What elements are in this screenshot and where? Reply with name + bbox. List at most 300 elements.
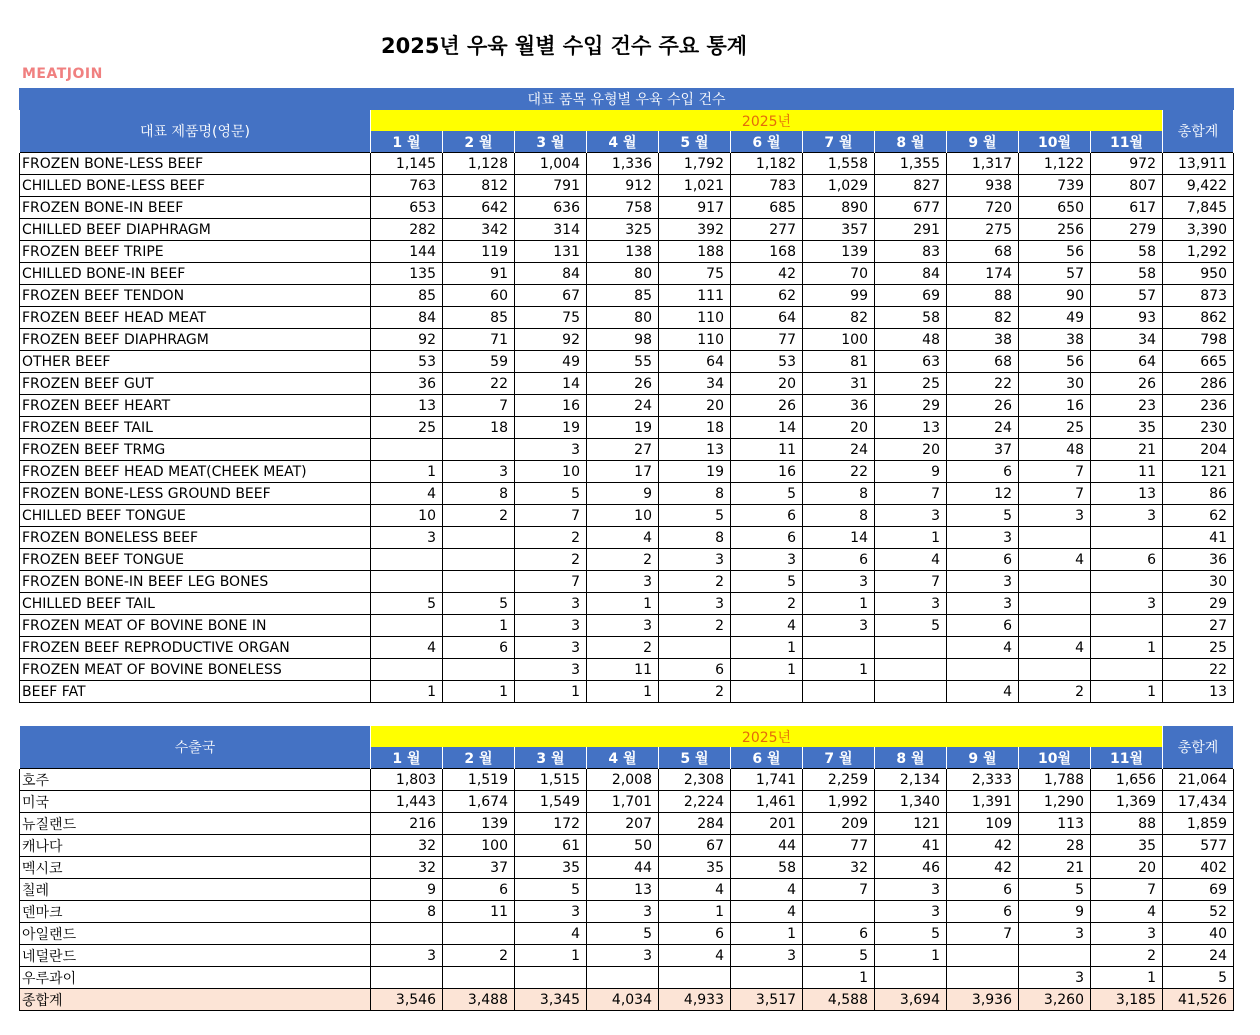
row-label: 멕시코: [20, 857, 371, 879]
cell-value: 13: [1091, 483, 1163, 505]
row-total: 86: [1163, 483, 1234, 505]
table-row: [20, 395, 1234, 417]
table-row: [20, 505, 1234, 527]
cell-value: 1: [731, 923, 803, 945]
cell-value: 1,182: [731, 153, 803, 175]
cell-value: 24: [587, 395, 659, 417]
row-total: 873: [1163, 285, 1234, 307]
cell-value: 37: [947, 439, 1019, 461]
cell-value: 6: [659, 659, 731, 681]
table-row: [20, 593, 1234, 615]
cell-value: 275: [947, 219, 1019, 241]
cell-value: 6: [947, 901, 1019, 923]
month-header: 3 월: [515, 747, 587, 769]
month-header: 8 월: [875, 747, 947, 769]
cell-value: 4: [659, 945, 731, 967]
cell-value: 31: [803, 373, 875, 395]
grand-total-value: 3,488: [443, 989, 515, 1011]
cell-value: 4: [659, 879, 731, 901]
cell-value: [371, 967, 443, 989]
month-header: 6 월: [731, 131, 803, 153]
cell-value: 1,461: [731, 791, 803, 813]
month-header: 5 월: [659, 747, 731, 769]
month-header: 4 월: [587, 131, 659, 153]
cell-value: 14: [731, 417, 803, 439]
row-label: FROZEN BEEF TONGUE: [20, 549, 371, 571]
cell-value: 22: [443, 373, 515, 395]
cell-value: 5: [587, 923, 659, 945]
cell-value: 23: [1091, 395, 1163, 417]
cell-value: [731, 967, 803, 989]
cell-value: 68: [947, 351, 1019, 373]
cell-value: [1019, 593, 1091, 615]
cell-value: [1019, 945, 1091, 967]
row-label: 덴마크: [20, 901, 371, 923]
cell-value: 7: [515, 505, 587, 527]
row-total: 9,422: [1163, 175, 1234, 197]
country-table-body: [20, 769, 1234, 1011]
cell-value: 2: [659, 571, 731, 593]
table-row: [20, 439, 1234, 461]
cell-value: 2: [659, 681, 731, 703]
grand-total-value: 4,588: [803, 989, 875, 1011]
cell-value: 5: [731, 571, 803, 593]
cell-value: 57: [1019, 263, 1091, 285]
row-total: 798: [1163, 329, 1234, 351]
cell-value: 1,355: [875, 153, 947, 175]
page-title: 2025년 우육 월별 수입 건수 주요 통계: [380, 34, 748, 58]
cell-value: [515, 967, 587, 989]
cell-value: 284: [659, 813, 731, 835]
cell-value: 109: [947, 813, 1019, 835]
product-name-header: 대표 제품명(영문): [20, 110, 371, 153]
cell-value: 37: [443, 857, 515, 879]
cell-value: 201: [731, 813, 803, 835]
cell-value: 58: [731, 857, 803, 879]
cell-value: 58: [1091, 241, 1163, 263]
month-header: 10월: [1019, 131, 1091, 153]
grand-total-row: [20, 989, 1234, 1011]
table-row: [20, 879, 1234, 901]
cell-value: 291: [875, 219, 947, 241]
cell-value: 3: [1091, 923, 1163, 945]
cell-value: 9: [875, 461, 947, 483]
cell-value: 10: [587, 505, 659, 527]
cell-value: 3: [515, 439, 587, 461]
cell-value: 1: [1091, 637, 1163, 659]
cell-value: 84: [371, 307, 443, 329]
cell-value: 6: [803, 923, 875, 945]
cell-value: 10: [371, 505, 443, 527]
table-row: [20, 219, 1234, 241]
cell-value: 653: [371, 197, 443, 219]
cell-value: 19: [659, 461, 731, 483]
cell-value: 53: [371, 351, 443, 373]
cell-value: 85: [587, 285, 659, 307]
row-label: 호주: [20, 769, 371, 791]
row-label: CHILLED BEEF DIAPHRAGM: [20, 219, 371, 241]
cell-value: 11: [731, 439, 803, 461]
row-total: 665: [1163, 351, 1234, 373]
cell-value: 144: [371, 241, 443, 263]
cell-value: 18: [443, 417, 515, 439]
cell-value: 7: [1019, 483, 1091, 505]
cell-value: 791: [515, 175, 587, 197]
cell-value: 36: [371, 373, 443, 395]
row-total: 5: [1163, 967, 1234, 989]
row-total: 62: [1163, 505, 1234, 527]
month-header: 1 월: [371, 747, 443, 769]
cell-value: 3: [1019, 967, 1091, 989]
row-label: FROZEN BONE-LESS BEEF: [20, 153, 371, 175]
cell-value: 17: [587, 461, 659, 483]
cell-value: 56: [1019, 241, 1091, 263]
total-header: 총합계: [1163, 110, 1234, 153]
cell-value: 3: [515, 659, 587, 681]
cell-value: 63: [875, 351, 947, 373]
cell-value: 69: [875, 285, 947, 307]
cell-value: 890: [803, 197, 875, 219]
grand-total-value: 3,936: [947, 989, 1019, 1011]
cell-value: 91: [443, 263, 515, 285]
row-total: 121: [1163, 461, 1234, 483]
row-total: 862: [1163, 307, 1234, 329]
table-row: [20, 945, 1234, 967]
table-row: [20, 527, 1234, 549]
cell-value: 1: [443, 615, 515, 637]
cell-value: 24: [947, 417, 1019, 439]
cell-value: 64: [1091, 351, 1163, 373]
cell-value: 26: [1091, 373, 1163, 395]
cell-value: 88: [1091, 813, 1163, 835]
cell-value: 5: [731, 483, 803, 505]
cell-value: 5: [803, 945, 875, 967]
cell-value: 2: [443, 945, 515, 967]
cell-value: 3: [1019, 923, 1091, 945]
cell-value: 92: [515, 329, 587, 351]
cell-value: 4: [371, 483, 443, 505]
table-row: [20, 197, 1234, 219]
cell-value: [947, 659, 1019, 681]
row-label: FROZEN BONELESS BEEF: [20, 527, 371, 549]
cell-value: 6: [659, 923, 731, 945]
cell-value: 1: [1091, 967, 1163, 989]
cell-value: 8: [803, 505, 875, 527]
cell-value: [443, 439, 515, 461]
cell-value: 48: [1019, 439, 1091, 461]
cell-value: 38: [947, 329, 1019, 351]
cell-value: 209: [803, 813, 875, 835]
cell-value: 5: [875, 923, 947, 945]
cell-value: 11: [1091, 461, 1163, 483]
month-header: 11월: [1091, 747, 1163, 769]
cell-value: 11: [443, 901, 515, 923]
cell-value: 3: [947, 571, 1019, 593]
cell-value: 6: [947, 461, 1019, 483]
cell-value: [659, 637, 731, 659]
cell-value: 1,803: [371, 769, 443, 791]
row-total: 13: [1163, 681, 1234, 703]
cell-value: 13: [875, 417, 947, 439]
cell-value: 20: [659, 395, 731, 417]
cell-value: [371, 571, 443, 593]
cell-value: 36: [803, 395, 875, 417]
cell-value: 1,317: [947, 153, 1019, 175]
grand-total-value: 4,034: [587, 989, 659, 1011]
row-label: 아일랜드: [20, 923, 371, 945]
cell-value: 6: [1091, 549, 1163, 571]
table-row: [20, 659, 1234, 681]
cell-value: 972: [1091, 153, 1163, 175]
cell-value: 279: [1091, 219, 1163, 241]
cell-value: 80: [587, 307, 659, 329]
product-table-band-title: 대표 품목 유형별 우육 수입 건수: [20, 89, 1234, 110]
cell-value: 20: [803, 417, 875, 439]
cell-value: 5: [515, 879, 587, 901]
cell-value: 71: [443, 329, 515, 351]
row-label: FROZEN MEAT OF BOVINE BONELESS: [20, 659, 371, 681]
month-header: 6 월: [731, 747, 803, 769]
cell-value: 20: [731, 373, 803, 395]
cell-value: 6: [731, 527, 803, 549]
cell-value: 3: [659, 593, 731, 615]
cell-value: 4: [587, 527, 659, 549]
cell-value: 1: [515, 681, 587, 703]
cell-value: 3: [731, 549, 803, 571]
cell-value: 2: [587, 637, 659, 659]
cell-value: 8: [803, 483, 875, 505]
cell-value: 5: [1019, 879, 1091, 901]
cell-value: 3: [875, 879, 947, 901]
table-row: [20, 329, 1234, 351]
country-name-header: 수출국: [20, 726, 371, 769]
cell-value: 85: [443, 307, 515, 329]
cell-value: 57: [1091, 285, 1163, 307]
table-row: [20, 417, 1234, 439]
cell-value: 812: [443, 175, 515, 197]
row-label: FROZEN BEEF TRIPE: [20, 241, 371, 263]
cell-value: 82: [803, 307, 875, 329]
cell-value: 64: [659, 351, 731, 373]
cell-value: 1: [515, 945, 587, 967]
table-row: [20, 549, 1234, 571]
cell-value: 277: [731, 219, 803, 241]
cell-value: 60: [443, 285, 515, 307]
cell-value: 18: [659, 417, 731, 439]
cell-value: 64: [731, 307, 803, 329]
cell-value: 119: [443, 241, 515, 263]
table-row: [20, 285, 1234, 307]
cell-value: 13: [587, 879, 659, 901]
row-total: 7,845: [1163, 197, 1234, 219]
cell-value: 56: [1019, 351, 1091, 373]
grand-total-value: 3,546: [371, 989, 443, 1011]
row-total: 69: [1163, 879, 1234, 901]
cell-value: 83: [875, 241, 947, 263]
cell-value: 3: [875, 593, 947, 615]
cell-value: 135: [371, 263, 443, 285]
cell-value: 6: [443, 879, 515, 901]
cell-value: [947, 945, 1019, 967]
cell-value: 2,134: [875, 769, 947, 791]
cell-value: [1091, 615, 1163, 637]
cell-value: 22: [803, 461, 875, 483]
total-header: 총합계: [1163, 726, 1234, 769]
cell-value: 617: [1091, 197, 1163, 219]
cell-value: 7: [515, 571, 587, 593]
row-label: FROZEN BEEF HEART: [20, 395, 371, 417]
month-header: 7 월: [803, 747, 875, 769]
cell-value: 807: [1091, 175, 1163, 197]
cell-value: 25: [875, 373, 947, 395]
cell-value: 6: [947, 879, 1019, 901]
cell-value: 34: [1091, 329, 1163, 351]
cell-value: 1,336: [587, 153, 659, 175]
cell-value: 763: [371, 175, 443, 197]
cell-value: [875, 659, 947, 681]
cell-value: 25: [371, 417, 443, 439]
cell-value: 16: [515, 395, 587, 417]
cell-value: 2: [1091, 945, 1163, 967]
year-header: 2025년: [371, 726, 1163, 747]
cell-value: 32: [371, 857, 443, 879]
row-total: 1,292: [1163, 241, 1234, 263]
row-label: FROZEN BEEF DIAPHRAGM: [20, 329, 371, 351]
cell-value: 1,145: [371, 153, 443, 175]
cell-value: 1: [731, 659, 803, 681]
cell-value: 256: [1019, 219, 1091, 241]
cell-value: 2: [1019, 681, 1091, 703]
cell-value: 739: [1019, 175, 1091, 197]
cell-value: 50: [587, 835, 659, 857]
cell-value: 77: [731, 329, 803, 351]
row-label: 네덜란드: [20, 945, 371, 967]
cell-value: 2: [443, 505, 515, 527]
cell-value: [1019, 527, 1091, 549]
cell-value: 20: [1091, 857, 1163, 879]
cell-value: 88: [947, 285, 1019, 307]
cell-value: 1: [659, 901, 731, 923]
cell-value: 3: [587, 615, 659, 637]
row-label: FROZEN BEEF TENDON: [20, 285, 371, 307]
cell-value: 44: [731, 835, 803, 857]
row-label: CHILLED BEEF TONGUE: [20, 505, 371, 527]
cell-value: 1,004: [515, 153, 587, 175]
cell-value: 3: [515, 901, 587, 923]
table-row: [20, 351, 1234, 373]
cell-value: [1019, 615, 1091, 637]
cell-value: 3: [659, 549, 731, 571]
cell-value: 2: [587, 549, 659, 571]
cell-value: [371, 659, 443, 681]
cell-value: 6: [803, 549, 875, 571]
row-label: FROZEN BONE-IN BEEF: [20, 197, 371, 219]
cell-value: 636: [515, 197, 587, 219]
cell-value: 62: [731, 285, 803, 307]
cell-value: 216: [371, 813, 443, 835]
cell-value: 282: [371, 219, 443, 241]
cell-value: 1: [875, 945, 947, 967]
cell-value: 42: [947, 857, 1019, 879]
cell-value: 5: [875, 615, 947, 637]
month-header: 11월: [1091, 131, 1163, 153]
table-row: [20, 681, 1234, 703]
row-total: 3,390: [1163, 219, 1234, 241]
table-row: [20, 857, 1234, 879]
cell-value: 2: [515, 549, 587, 571]
cell-value: 67: [515, 285, 587, 307]
cell-value: 75: [515, 307, 587, 329]
cell-value: 59: [443, 351, 515, 373]
cell-value: 3: [803, 615, 875, 637]
table-row: [20, 571, 1234, 593]
cell-value: 4: [947, 681, 1019, 703]
cell-value: 110: [659, 329, 731, 351]
row-total: 22: [1163, 659, 1234, 681]
row-label: OTHER BEEF: [20, 351, 371, 373]
cell-value: [1019, 659, 1091, 681]
cell-value: 55: [587, 351, 659, 373]
grand-total-value: 3,694: [875, 989, 947, 1011]
row-label: CHILLED BONE-IN BEEF: [20, 263, 371, 285]
table-row: [20, 307, 1234, 329]
cell-value: 7: [443, 395, 515, 417]
row-total: 40: [1163, 923, 1234, 945]
cell-value: 5: [659, 505, 731, 527]
cell-value: 1,788: [1019, 769, 1091, 791]
cell-value: 8: [371, 901, 443, 923]
cell-value: 1,741: [731, 769, 803, 791]
cell-value: 32: [371, 835, 443, 857]
table-row: [20, 813, 1234, 835]
table-row: [20, 637, 1234, 659]
cell-value: 27: [587, 439, 659, 461]
cell-value: 12: [947, 483, 1019, 505]
cell-value: 49: [515, 351, 587, 373]
row-label: FROZEN BEEF HEAD MEAT: [20, 307, 371, 329]
row-label: 우루과이: [20, 967, 371, 989]
cell-value: [443, 923, 515, 945]
cell-value: 13: [659, 439, 731, 461]
table-row: [20, 175, 1234, 197]
cell-value: 4: [731, 615, 803, 637]
cell-value: [371, 923, 443, 945]
cell-value: 172: [515, 813, 587, 835]
row-total: 13,911: [1163, 153, 1234, 175]
row-total: 21,064: [1163, 769, 1234, 791]
cell-value: 1: [803, 659, 875, 681]
table-row: [20, 241, 1234, 263]
cell-value: 1,792: [659, 153, 731, 175]
cell-value: 1: [875, 527, 947, 549]
cell-value: [1091, 571, 1163, 593]
cell-value: 139: [803, 241, 875, 263]
cell-value: 1,519: [443, 769, 515, 791]
cell-value: 46: [875, 857, 947, 879]
cell-value: 35: [515, 857, 587, 879]
row-total: 1,859: [1163, 813, 1234, 835]
cell-value: 7: [875, 483, 947, 505]
cell-value: [443, 571, 515, 593]
cell-value: 1: [1091, 681, 1163, 703]
cell-value: 342: [443, 219, 515, 241]
cell-value: 1,340: [875, 791, 947, 813]
cell-value: 25: [1019, 417, 1091, 439]
cell-value: 84: [515, 263, 587, 285]
row-total: 27: [1163, 615, 1234, 637]
cell-value: 1,701: [587, 791, 659, 813]
cell-value: 3: [587, 571, 659, 593]
